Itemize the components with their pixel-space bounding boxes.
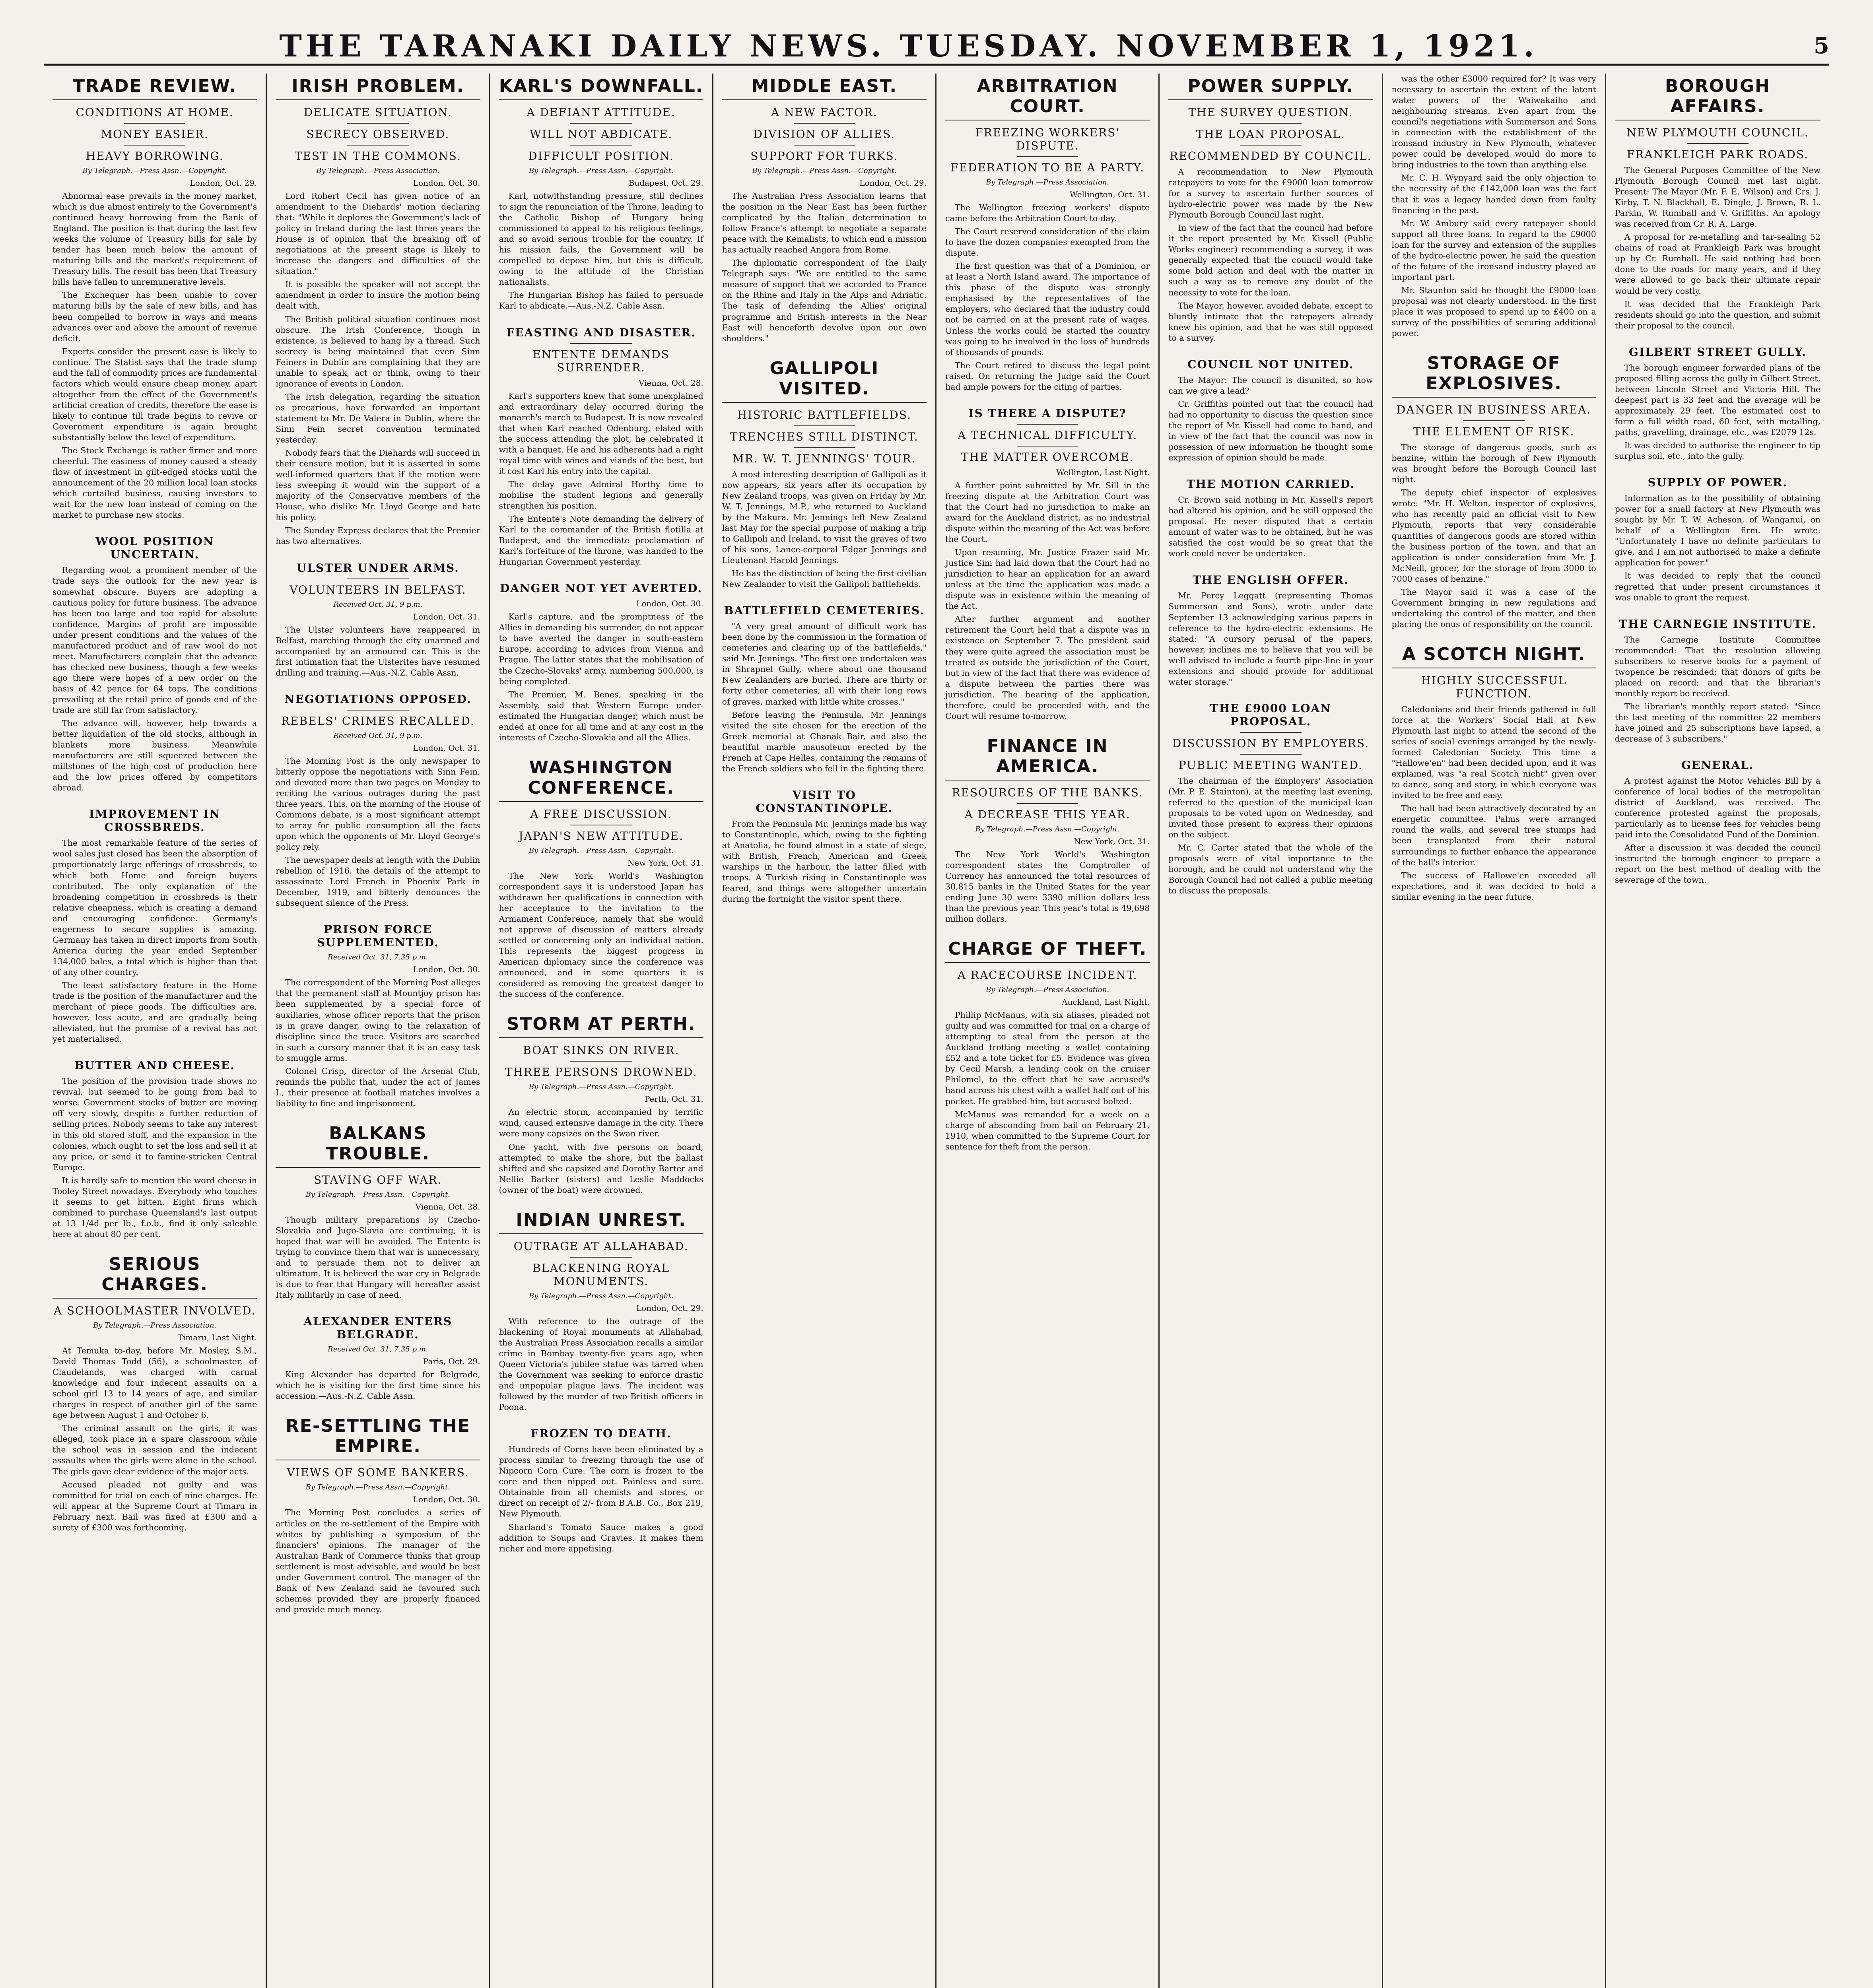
article-headline: CHARGE OF THEFT.: [945, 939, 1150, 963]
article-headline: BOROUGH AFFAIRS.: [1615, 76, 1821, 120]
article-headline: STORAGE OF EXPLOSIVES.: [1392, 353, 1596, 398]
article: [499, 757, 703, 1000]
article-paragraph: One yacht, with five persons on board, attempted to make the shore, but the ballast shifted and she capsized and Dorothy Barter and Nellie Barker (sisters) and Leslie Maddocks (owner of the boat) were drowned.: [499, 1142, 703, 1195]
article-dateline: London, Oct. 30.: [413, 1495, 480, 1505]
article-subhead: SUPPLY OF POWER.: [1648, 476, 1788, 489]
article-dateline: Timaru, Last Night.: [177, 1332, 257, 1342]
article-byline: By Telegraph.—Press Assn.—Copyright.: [752, 167, 897, 175]
article-subhead: A SCHOOLMASTER INVOLVED.: [53, 1304, 256, 1317]
article-subhead: THE MATTER OVERCOME.: [961, 450, 1134, 464]
article-paragraph: A proposal for re-metalling and tar-sealing 52 chains of road at Frankleigh Park was brought up by Cr. Rumball. He said nothing had been done to the roads for many years, and if they were allowed to go back their ultimate repair would be very costly.: [1615, 232, 1821, 296]
subhead-rule: [570, 343, 631, 344]
subhead-rule: [794, 425, 855, 426]
article-byline: By Telegraph.—Press Assn.—Copyright.: [305, 1483, 451, 1492]
article-paragraph: It was decided to reply that the council regretted that under present circumstances it was unable to grant the request.: [1615, 571, 1821, 602]
article-paragraph: From the Peninsula Mr. Jennings made his way to Constantinople, which, owing to the fighting at Anatolia, he found almost in a state of siege, with British, French, American and Greek warships in the harbour, the latter filled with troops. A Turkish rising in Constantinople was feared, and things were altogether uncertain during the fortnight the visitor spent there.: [722, 819, 927, 904]
article-subhead: A DEFIANT ATTITUDE.: [527, 106, 676, 119]
article-paragraph: Mr. C. H. Wynyard said the only objection to the necessity of the £142,000 loan was the fact that it was a legacy handed down from faulty financing in the past.: [1391, 173, 1596, 215]
article-paragraph: Phillip McManus, with six aliases, pleaded not guilty and was committed for trial on a charge of attempting to steal from the person at the Auckland trotting meeting a wallet containing £52 and a tote ticket for £5. Evidence was given by Cecil Marsh, a lending cook on the cruiser Philomel, to the effect that he saw accused's hand across his chest with a wallet half out of his pocket. He grabbed him, but accused bolted.: [945, 1010, 1150, 1106]
article: [1615, 759, 1821, 885]
article-paragraph: With reference to the outrage of the blackening of Royal monuments at Allahabad, the Australian Press Association recalls a similar crime in Bombay twenty-five years ago, when Queen Victoria's jubilee statue was tarred when the Government was seeking to enforce drastic and unpopular plague laws. The incident was followed by the murder of two British officers in Poona.: [499, 1316, 703, 1412]
article-paragraph: The Hungarian Bishop has failed to persuade Karl to abdicate.—Aus.-N.Z. Cable Assn.: [499, 290, 703, 311]
article-subhead: BATTLEFIELD CEMETERIES.: [724, 604, 925, 617]
article-paragraph: The Mayor: The council is disunited, so how can we give a lead?: [1168, 375, 1373, 396]
page-number: 5: [1814, 33, 1829, 59]
article-dateline: Perth, Oct. 31.: [645, 1094, 703, 1104]
article-subhead: THE CARNEGIE INSTITUTE.: [1619, 617, 1817, 631]
article-byline: Received Oct. 31, 9 p.m.: [333, 600, 423, 609]
column-2: [267, 74, 490, 1988]
article-subhead: DELICATE SITUATION.: [303, 106, 453, 119]
article: [499, 1210, 703, 1413]
column-3: [490, 74, 713, 1988]
subhead-rule: [1687, 143, 1749, 144]
article-paragraph: It is possible the speaker will not accept the amendment in order to insure the motion being dealt with.: [276, 280, 480, 311]
article-paragraph: Regarding wool, a prominent member of the trade says the outlook for the new year is somewhat obscure. Buyers are adopting a cautious policy for future business. The advance has been too large and too rapid for absolute confidence. Margins of profit are impossible under present conditions and the values of the manufactured product and of raw wool do not meet. Manufacturers complain that the advance has checked new business, though a few weeks ago there were hopes of a new order on the basis of 42 pence for 64 tops. The conditions prevailing at the retail price of goods end of the trade are still far from satisfactory.: [52, 565, 257, 715]
article-dateline: Vienna, Oct. 28.: [638, 378, 703, 388]
article-subhead: COUNCIL NOT UNITED.: [1187, 357, 1354, 371]
article-paragraph: The Wellington freezing workers' dispute came before the Arbitration Court to-day.: [945, 203, 1150, 223]
article-paragraph: Colonel Crisp, director of the Arsenal Club, reminds the public that, under the act of James I., their presence at football matches involves a liability to fine and imprisonment.: [276, 1066, 480, 1108]
article-subhead: BUTTER AND CHEESE.: [74, 1059, 235, 1072]
masthead: [44, 28, 1829, 66]
article-paragraph: The Sunday Express declares that the Premier has two alternatives.: [276, 526, 480, 546]
article-paragraph: The General Purposes Committee of the New Plymouth Borough Council met last night. Present: The Mayor (Mr. F. E. Wilson) and Crs. J. Kirby, T. N. Blackhall, E. Dingle, J. Brown, R. L. Parkin, W. Rumball and V. Griffiths. An apology was received from Cr. R. A. Large.: [1615, 165, 1821, 229]
article-paragraph: Mr. Staunton said he thought the £9000 loan proposal was not clearly understood. In the first place it was proposed to spend up to £400 on a survey of the possibilities of securing additional power.: [1391, 285, 1596, 338]
article-subhead: HEAVY BORROWING.: [85, 149, 224, 163]
article-paragraph: Abnormal ease prevails in the money market, which is due almost entirely to the Government's continued heavy borrowing from the Bank of England. The position is that during the last few weeks the volume of Treasury bills for sale by tender has been much below the amount of maturing bills and the market's requirement of Treasury bills. The result has been that Treasury bills have fallen to unremunerative levels.: [52, 191, 257, 287]
article-subhead: VOLUNTEERS IN BELFAST.: [289, 583, 466, 596]
article-paragraph: The Irish delegation, regarding the situation as precarious, have forwarded an important statement to Mr. De Valera in Dublin, where the Sinn Fein secret convention terminated yesterday.: [276, 392, 480, 445]
article-subhead: WILL NOT ABDICATE.: [529, 128, 673, 141]
article-paragraph: The delay gave Admiral Horthy time to mobilise the student legions and generally strengthen his position.: [499, 479, 703, 511]
article-paragraph: Information as to the possibility of obtaining power for a small factory at New Plymouth was sought by Mr. T. W. Acheson, of Wanganui, on behalf of a Wellington firm. He wrote: "Unfortunately I have no definite particulars to give, and I am not authorised to make a definite application for power.": [1615, 493, 1821, 568]
article-paragraph: The Court retired to discuss the legal point raised. On returning the Judge said the Court had ample powers for the citing of parties.: [945, 360, 1150, 392]
article-subhead: HIGHLY SUCCESSFUL FUNCTION.: [1421, 674, 1567, 700]
article-paragraph: The correspondent of the Morning Post alleges that the permanent staff at Mountjoy prison has been supplemented by a special force of auxiliaries, whose officer reports that the prison is in grave danger, owing to the relaxation of discipline since the truce. Visitors are searched in such a cursory manner that it is an easy task to smuggle arms.: [276, 978, 480, 1063]
column-1: [44, 74, 267, 1988]
subhead-rule: [124, 145, 185, 146]
subhead-rule: [794, 145, 855, 146]
article-paragraph: The criminal assault on the girls, it was alleged, took place in a spare classroom while the school was in session and the indecent assaults when the girls were alone in the school. The girls gave clear evidence of the major acts.: [52, 1423, 257, 1476]
article: [276, 1123, 480, 1301]
article: [1392, 353, 1596, 630]
article-dateline: London, Oct. 30.: [636, 599, 703, 609]
article-subhead: THE ELEMENT OF RISK.: [1413, 425, 1575, 439]
article-subhead: DANGER NOT YET AVERTED.: [500, 582, 703, 595]
article-paragraph: In view of the fact that the council had before it the report presented by Mr. Kissell (Public Works engineer) recommending a survey, it was generally expected that the council would take some bold action and deal with the matter in such a way as to remove any doubt of the necessity to vote for the loan.: [1168, 223, 1373, 297]
article-byline: By Telegraph.—Press Association.: [986, 178, 1109, 186]
article-paragraph: The first question was that of a Dominion, or at least a North Island award. The importance of this phase of the dispute was strongly emphasised by the representatives of the employers, who declared that the industry could not be carried on at the present rate of wages. Unless the works could be started the country was going to be involved in the loss of hundreds of thousands of pounds.: [945, 261, 1150, 357]
article: [945, 407, 1150, 722]
article-paragraph: McManus was remanded for a week on a charge of absconding from bail on February 21, 1910, when committed to the Supreme Court for sentence for theft from the person.: [945, 1109, 1150, 1151]
article-paragraph: The least satisfactory feature in the Home trade is the position of the manufacturer and the merchant of piece goods. The difficulties are, however, less acute, and are gradually being alleviated, but the promise of a revival has not yet materialised.: [52, 980, 257, 1044]
article-subhead: THE SURVEY QUESTION.: [1188, 106, 1353, 119]
article: [499, 76, 703, 312]
article-paragraph: Cr. Griffiths pointed out that the council had had no opportunity to discuss the question since the report of Mr. Kissell had come to hand, and in view of the fact that the council was now in possession of new information he thought some expression of opinion should be made.: [1168, 399, 1373, 463]
article-paragraph: A protest against the Motor Vehicles Bill by a conference of local bodies of the metropolitan district of Auckland, was received. The conference protested against the proposals, particularly as to license fees for vehicles being paid into the Consolidated Fund of the Dominion.: [1615, 776, 1821, 840]
article: [499, 1427, 703, 1554]
article-headline: STORM AT PERTH.: [499, 1014, 703, 1038]
article-subhead: TEST IN THE COMMONS.: [294, 149, 461, 163]
article-subhead: CONDITIONS AT HOME.: [76, 106, 234, 119]
article-paragraph: After a discussion it was decided the council instructed the borough engineer to prepare a report on the best method of dealing with the sewerage of the town.: [1615, 843, 1821, 885]
article: [276, 693, 480, 909]
article: [722, 604, 927, 774]
article-subhead: BOAT SINKS ON RIVER.: [523, 1044, 680, 1057]
article-paragraph: The deputy chief inspector of explosives wrote: "Mr. H. Welton, inspector of explosives, who has recently paid an official visit to New Plymouth, reports that very considerable quantities of dangerous goods are stored within the business portion of the town, and that an application is under consideration from Mr. J. McNeill, grocer, for the storage of from 3000 to 7000 cases of benzine.": [1391, 488, 1596, 584]
article-paragraph: Experts consider the present ease is likely to continue. The Statist says that the trade slump and the fall of commodity prices are fundamental factors which would ensure cheap money, apart altogether from the effect of the Government's artificial creation of credits, therefore the ease is likely to continue till trade begins to revive or Government expenditure is again brought substantially below the level of expenditure.: [52, 346, 257, 443]
article-subhead: PRISON FORCE SUPPLEMENTED.: [317, 923, 439, 949]
article: [722, 788, 927, 905]
article-paragraph: Hundreds of Corns have been eliminated by a process similar to freezing through the use of Nipcorn Corn Cure. The corn is frozen to the core and then nipped out. Painless and sure. Obtainable from all chemists and stores, or direct on receipt of 2/- from B.A.B. Co., Box 219, New Plymouth.: [499, 1444, 703, 1519]
article-paragraph: Nobody fears that the Diehards will succeed in their censure motion, but it is asserted in some well-informed quarters that if the motion were less sweeping it would win the support of a majority of the Conservative members of the House, who dislike Mr. Lloyd George and hate his policy.: [276, 448, 480, 522]
article-paragraph: The New York World's Washington correspondent states the Comptroller of Currency has announced the total resources of 30,815 banks in the United States for the year ending June 30 were 3390 million dollars less than the previous year. This year's total is 49,698 million dollars.: [945, 849, 1150, 924]
article-paragraph: A recommendation to New Plymouth ratepayers to vote for the £9000 loan tomorrow for a survey to ascertain further sources of hydro-electric power was made by the New Plymouth Borough Council last night.: [1168, 167, 1373, 220]
article-subhead: DIFFICULT POSITION.: [528, 149, 674, 163]
article-subhead: OUTRAGE AT ALLAHABAD.: [513, 1239, 689, 1253]
article-dateline: Vienna, Oct. 28.: [415, 1202, 480, 1211]
article: [1392, 74, 1596, 339]
article-paragraph: King Alexander has departed for Belgrade, which he is visiting for the first time since his accession.—Aus.-N.Z. Cable Assn.: [276, 1370, 480, 1401]
article-subhead: DANGER IN BUSINESS AREA.: [1396, 403, 1591, 417]
article-paragraph: The Mayor said it was a case of the Government bringing in new regulations and undertaking the control of the matter, and then placing the onus of responsibility on the council.: [1391, 587, 1596, 629]
article-headline: MIDDLE EAST.: [722, 76, 927, 100]
article-headline: A SCOTCH NIGHT.: [1392, 644, 1596, 668]
column-4: [713, 74, 936, 1988]
article-paragraph: The advance will, however, help towards a better liquidation of the old stocks, although in blankets more business. Meanwhile manufacturers are still squeezed between the millstones of the high cost of production here and the low prices offered by competitors abroad.: [52, 718, 257, 793]
article-subhead: VISIT TO CONSTANTINOPLE.: [756, 788, 893, 815]
article-subhead: A RACECOURSE INCIDENT.: [957, 969, 1138, 982]
article-paragraph: Caledonians and their friends gathered in full force at the Workers' Social Hall at New Plymouth last night to attend the second of the series of social evenings arranged by the newly-formed Caledonian Society. This time a "Hallowe'en" had been decided upon, and it was explained, was "a real Scotch nicht" given over to dance, song and story, in which everyone was invited to be free and easy.: [1391, 704, 1596, 800]
subhead-rule: [570, 123, 631, 124]
article-paragraph: It was decided that the Frankleigh Park residents should go into the question, and submit their proposal to the council.: [1615, 299, 1821, 330]
article-byline: By Telegraph.—Press Association.: [93, 1321, 217, 1330]
article-paragraph: Sharland's Tomato Sauce makes a good addition to Soups and Gravies. It makes them richer and more appetising.: [499, 1522, 703, 1553]
article-paragraph: The diplomatic correspondent of the Daily Telegraph says: "We are entitled to the same measure of support that we accorded to France on the Rhine and Italy in the Alps and Adriatic. The task of defending the Allies' original programme and British interests in the Near East will henceforth devolve upon our own shoulders.": [722, 258, 927, 343]
article-paragraph: A further point submitted by Mr. Sill in the freezing dispute at the Arbitration Court was that the Court had no jurisdiction to make an award for the Auckland district, as no industrial dispute within the meaning of the Act was before the Court.: [945, 480, 1150, 544]
article: [499, 1014, 703, 1195]
article-byline: By Telegraph.—Press Assn.—Copyright.: [528, 1291, 674, 1300]
article-dateline: London, Oct. 30.: [413, 178, 480, 188]
article-dateline: Wellington, Last Night.: [1056, 467, 1150, 477]
article-headline: KARL'S DOWNFALL.: [499, 76, 703, 100]
article: [1168, 573, 1373, 687]
article-paragraph: Mr. W. Ambury said every ratepayer should support all three loans. In regard to the £9000 loan for the survey and extension of the supplies of the hydro-electric power, he said the question of the future of the ironsand industry played an important part.: [1391, 218, 1596, 282]
article-subhead: BLACKENING ROYAL MONUMENTS.: [532, 1261, 670, 1288]
article: [1615, 76, 1821, 331]
article-dateline: London, Oct. 31.: [413, 612, 480, 621]
article-headline: GALLIPOLI VISITED.: [722, 358, 927, 403]
article-subhead: ULSTER UNDER ARMS.: [296, 561, 459, 575]
article-subhead: RECOMMENDED BY COUNCIL.: [1170, 149, 1372, 163]
article-paragraph: Karl's supporters knew that some unexplained and extraordinary delay occurred during the monarch's march to Budapest. It is now revealed that when Karl reached Odenburg, elated with the success attending the plot, he celebrated it with a banquet. He and his adherents had a right royal time with wines and viands of the best, but it cost Karl his entry into the capital.: [499, 391, 703, 476]
article-paragraph: The chairman of the Employers' Association (Mr. P. E. Stainton), at the meeting last evening, referred to the question of the municipal loan proposals to be voted upon on Wednesday, and invited those present to express their opinions on the subject.: [1168, 776, 1373, 840]
subhead-rule: [1463, 420, 1524, 421]
article-subhead: GILBERT STREET GULLY.: [1629, 345, 1807, 359]
article: [1168, 478, 1373, 559]
article-paragraph: The position of the provision trade shows no revival, but seemed to be going from bad to worse. Government stocks of butter are moving off very slowly, despite a further reduction of selling prices. Nobody seems to take any interest in this old stored stuff, and the expansion in the colonies, which ought to set the loss and sell it at any price, or send it to famine-stricken Central Europe.: [52, 1076, 257, 1172]
article-paragraph: The Australian Press Association learns that the position in the Near East has been further complicated by the Italian determination to follow France's attempt to negotiate a separate peace with the Kemalists, to which end a mission has actually reached Angora from Rome.: [722, 191, 927, 255]
subhead-rule: [1240, 754, 1301, 755]
article: [1615, 617, 1821, 744]
article-byline: By Telegraph.—Press Assn.—Copyright.: [528, 846, 674, 855]
subhead-rule: [570, 1257, 631, 1258]
article-subhead: A FREE DISCUSSION.: [530, 807, 672, 821]
article: [52, 808, 257, 1044]
article-paragraph: It is hardly safe to mention the word cheese in Tooley Street nowadays. Everybody who touches it seems to get bitten. Eight firms which combined to purchase Queensland's last output at 13 1/4d per lb., f.o.b., find it only saleable here at about 80 per cent.: [52, 1175, 257, 1239]
article-headline: POWER SUPPLY.: [1168, 76, 1373, 100]
article: [499, 582, 703, 743]
article-dateline: London, Oct. 30.: [413, 965, 480, 975]
article-paragraph: An electric storm, accompanied by terrific wind, caused extensive damage in the city. There were many capsizes on the Swan river.: [499, 1107, 703, 1139]
article-headline: RE-SETTLING THE EMPIRE.: [276, 1416, 480, 1460]
article: [499, 326, 703, 568]
article: [945, 736, 1150, 924]
article-dateline: New York, Oct. 31.: [627, 858, 703, 868]
article-paragraph: Karl, notwithstanding pressure, still declines to sign the renunciation of the Throne, leading to the Catholic Bishop of Hungary being commissioned to appeal to his religious feelings, and so avoid serious trouble for the country. If his mission fails, the Government will be compelled to depose him, but this is difficult, owing to the attitude of the Christian nationalists.: [499, 191, 703, 287]
article-subhead: A TECHNICAL DIFFICULTY.: [958, 428, 1138, 442]
article-headline: WASHINGTON CONFERENCE.: [499, 757, 703, 802]
article-paragraph: Upon resuming, Mr. Justice Frazer said Mr. Justice Sim had laid down that the Court had no jurisdiction to hear an application for an award unless at the time the application was made a dispute was in existence within the meaning of the Act.: [945, 547, 1150, 611]
article-byline: By Telegraph.—Press Assn.—Copyright.: [528, 1083, 674, 1091]
article-paragraph: The Court reserved consideration of the claim to have the dozen companies exempted from the dispute.: [945, 227, 1150, 258]
article-subhead: TRENCHES STILL DISTINCT.: [730, 430, 919, 443]
article-subhead: A DECREASE THIS YEAR.: [964, 808, 1131, 821]
article-paragraph: Mr. C. Carter stated that the whole of the proposals were of vital importance to the borough, and he could not understand why the Borough Council had not called a public meeting to discuss the proposals.: [1168, 843, 1373, 896]
article: [1168, 76, 1373, 344]
article-dateline: Budapest, Oct. 29.: [628, 178, 703, 188]
article-paragraph: Before leaving the Peninsula, Mr. Jennings visited the site chosen for the erection of the Greek memorial at Chanak Bair, and also the beautiful marble mausoleum erected by the French at Cape Helles, containing the remains of the French soldiers who fell in the fighting there.: [722, 710, 927, 773]
subhead-rule: [1017, 803, 1078, 804]
article-subhead: THE LOAN PROPOSAL.: [1196, 128, 1345, 141]
article-paragraph: The Stock Exchange is rather firmer and more cheerful. The easiness of money caused a steady flow of investment in gilt-edged stocks until the announcement of the 20 million local loan stocks which curtailed business, causing investors to wait for the new loan instead of coming on the market to purchase new stocks.: [52, 446, 257, 520]
article-paragraph: The newspaper deals at length with the Dublin rebellion of 1916, the details of the attempt to assassinate Lord French in Phoenix Park in December, 1919, and bitterly denounces the subsequent silence of the Press.: [276, 855, 480, 908]
article-subhead: IS THERE A DISPUTE?: [968, 406, 1127, 420]
article-dateline: New York, Oct. 31.: [1074, 836, 1150, 846]
article: [52, 535, 257, 793]
article-paragraph: Mr. Percy Leggatt (representing Thomas Summerson and Sons), wrote under date September 13 acknowledging various papers in reference to the hydro-electric extensions. He stated: "A cursory perusal of the papers, however, inclines me to believe that you will be well advised to include a fourth pipe-line in your extensions and should provide for additional water storage.": [1168, 591, 1373, 687]
article-byline: By Telegraph.—Press Assn.—Copyright.: [528, 167, 674, 175]
article-paragraph: was the other £3000 required for? It was very necessary to ascertain the extent of the latent water powers of the Waiwakaiho and neighbouring streams. Even apart from the council's negotiations with Summerson and Sons in connection with the establishment of the ironsand industry in New Plymouth, whatever power could be developed would do more to bring industries to the town than anything else.: [1391, 74, 1596, 170]
article-paragraph: The Entente's Note demanding the delivery of Karl to the commander of the British flotilla at Budapest, and the immediate proclamation of Karl's forfeiture of the throne, was handed to the Hungarian Government yesterday.: [499, 514, 703, 567]
article-paragraph: The New York World's Washington correspondent says it is understood Japan has withdrawn her qualifications in connection with her acceptance to the invitation to the Armament Conference, namely that she would not approve of discussion of matters already settled or concerning only an individual nation. This represents the biggest progress in American diplomacy since the conference was announced, and in some quarters it is considered as removing the greatest danger to the success of the conference.: [499, 871, 703, 999]
subhead-rule: [1017, 446, 1078, 447]
article-paragraph: It was decided to authorise the engineer to tip surplus soil, etc., into the gully.: [1615, 441, 1821, 461]
article: [722, 76, 927, 344]
article-dateline: Auckland, Last Night.: [1062, 997, 1150, 1007]
article-byline: Received Oct. 31, 7.35 p.m.: [328, 1345, 428, 1354]
article-paragraph: The success of Hallowe'en exceeded all expectations, and it was decided to hold a similar evening in the near future.: [1391, 870, 1596, 902]
article: [945, 76, 1150, 392]
article: [52, 1059, 257, 1240]
article-paragraph: Cr. Brown said nothing in Mr. Kissell's report had altered his opinion, and he still opposed the proposal. He never disputed that a certain amount of water was to be obtained, but he was satisfied the cost would be so great that the work could never be undertaken.: [1168, 495, 1373, 559]
article-byline: By Telegraph.—Press Association.: [986, 986, 1109, 994]
article-paragraph: The librarian's monthly report stated: "Since the last meeting of the committee 22 members have joined and 25 subscriptions have lapsed, a decrease of 3 subscribers.": [1615, 701, 1821, 744]
article-subhead: MR. W. T. JENNINGS' TOUR.: [732, 452, 916, 465]
article-subhead: NEGOTIATIONS OPPOSED.: [284, 692, 472, 706]
subhead-rule: [1240, 732, 1301, 733]
article-byline: By Telegraph.—Press Assn.—Copyright.: [82, 167, 227, 175]
subhead-rule: [347, 710, 408, 711]
article-subhead: VIEWS OF SOME BANKERS.: [286, 1466, 469, 1479]
article: [1615, 346, 1821, 462]
article-subhead: RESOURCES OF THE BANKS.: [952, 786, 1143, 799]
article: [945, 939, 1150, 1152]
article-subhead: IMPROVEMENT IN CROSSBREDS.: [89, 808, 221, 834]
article-paragraph: The Morning Post is the only newspaper to bitterly oppose the negotiations with Sinn Fein, and devoted more than two pages on Monday to reciting the various outrages during the past three years. This, on the morning of the House of Commons debate, is a most significant attempt to array for public consumption all the facts upon which the opponents of Mr. Lloyd George's policy rely.: [276, 756, 480, 852]
article-paragraph: Lord Robert Cecil has given notice of an amendment to the Diehards' motion declaring that: "While it deplores the Government's lack of policy in Ireland during the last three years the House is of opinion that the breaking off of negotiations at the present stage is likely to increase the dangers and difficulties of the situation.": [276, 191, 480, 276]
article-subhead: THE £9000 LOAN PROPOSAL.: [1210, 701, 1331, 728]
article-paragraph: The Mayor, however, avoided debate, except to bluntly intimate that the ratepayers already knew his opinion, and that he was still opposed to a survey.: [1168, 301, 1373, 343]
article-dateline: London, Oct. 29.: [859, 178, 927, 188]
article-headline: INDIAN UNREST.: [499, 1210, 703, 1234]
article: [1615, 476, 1821, 603]
article-paragraph: The borough engineer forwarded plans of the proposed filling across the gully in Gilbert Street, between Lincoln Street and Victoria Hill. The deepest part is 33 feet and the average will be approximately 29 feet. The estimated cost to form a full width road, 60 feet, with metalling, paths, gravelling, drainage, etc., was £2079 12s.: [1615, 363, 1821, 437]
article-headline: BALKANS TROUBLE.: [276, 1123, 480, 1168]
article-subhead: FRANKLEIGH PARK ROADS.: [1626, 148, 1809, 161]
article-headline: ARBITRATION COURT.: [945, 76, 1150, 120]
article: [52, 1254, 257, 1533]
article: [1168, 702, 1373, 897]
article-subhead: MONEY EASIER.: [101, 128, 209, 141]
subhead-rule: [124, 123, 185, 124]
article-dateline: Paris, Oct. 29.: [423, 1357, 480, 1367]
article: [276, 1315, 480, 1402]
subhead-rule: [794, 123, 855, 124]
article-paragraph: Accused pleaded not guilty and was committed for trial on each of nine charges. He will appear at the Supreme Court at Timaru in February next. Bail was fixed at £300 and a surety of £300 was forthcoming.: [52, 1479, 257, 1532]
article-subhead: JAPAN'S NEW ATTITUDE.: [519, 829, 684, 843]
article-paragraph: Karl's capture, and the promptness of the Allies in demanding his surrender, do not appear to have averted the danger in south-eastern Europe, according to advices from Vienna and Prague. The latter states that the mobilisation of the Czecho-Slovaks' army, numbering 500,000, is being completed.: [499, 612, 703, 686]
article-byline: By Telegraph.—Press Association.: [316, 167, 440, 175]
article-paragraph: "A very great amount of difficult work has been done by the commission in the formation of cemeteries and clearing up of the battlefields," said Mr. Jennings. "The first one undertaken was in Shrapnel Gully, where about one thousand New Zealanders are buried. There are thirty or forty other cemeteries, all with their long rows of graves, marked with little white crosses.": [722, 621, 927, 707]
column-5: [936, 74, 1160, 1988]
article-paragraph: The Carnegie Institute Committee recommended: That the resolution allowing subscribers to reserve books for a payment of twopence be rescinded; that donors of gifts be placed on record; and that the librarian's monthly report be received.: [1615, 635, 1821, 698]
article-subhead: FEASTING AND DISASTER.: [506, 326, 696, 339]
article-subhead: HISTORIC BATTLEFIELDS.: [737, 408, 911, 421]
article-subhead: DIVISION OF ALLIES.: [753, 128, 896, 141]
article-headline: TRADE REVIEW.: [52, 76, 257, 100]
article-subhead: A NEW FACTOR.: [771, 106, 878, 119]
article-paragraph: The Morning Post concludes a series of articles on the re-settlement of the Empire with whites by publishing a symposium of the financiers' opinions. The manager of the Australian Bank of Commerce thinks that group settlement is most advisable, and would be best under Government control. The manager of the Bank of New Zealand said he favoured such schemes provided they are properly financed and provide much money.: [276, 1508, 480, 1614]
article-byline: By Telegraph.—Press Assn.—Copyright.: [305, 1190, 451, 1199]
masthead-title: THE TARANAKI DAILY NEWS. TUESDAY. NOVEMBER 1, 1921.: [279, 28, 1538, 64]
subhead-rule: [347, 145, 408, 146]
article-dateline: London, Oct. 29.: [190, 178, 257, 188]
article-subhead: FREEZING WORKERS' DISPUTE.: [975, 126, 1120, 152]
column-8: [1606, 74, 1829, 1988]
article-paragraph: At Temuka to-day, before Mr. Mosley, S.M., David Thomas Todd (56), a schoolmaster, of Claudelands, was charged with carnal knowledge and four indecent assaults on a school girl 13 to 14 years of age, and similar charges in respect of another girl of the same age between August 1 and October 6.: [52, 1345, 257, 1420]
article-paragraph: A most interesting description of Gallipoli as it now appears, six years after its occupation by New Zealand troops, was given on Friday by Mr. W. T. Jennings, M.P., who returned to Auckland by the Makura. Mr. Jennings left New Zealand last May for the special purpose of making a trip to Gallipoli and Ireland, to visit the graves of two of his sons, Lance-corporal Edgar Jennings and Lieutenant Harold Jennings.: [722, 469, 927, 565]
article-subhead: THE ENGLISH OFFER.: [1192, 573, 1349, 587]
column-area: [44, 74, 1829, 1988]
article-paragraph: The most remarkable feature of the series of wool sales just closed has been the absorption of proportionately large offerings of crossbreds, to which both Home and foreign buyers contributed. The only explanation of the broadening competition in crossbreds is their relative cheapness, which is creating a demand and encouraging confidence. Germany's eagerness to secure supplies is amazing. Germany has taken in direct imports from South America during the year ended September 134,000 bales, a total which is higher than that of any other country.: [52, 838, 257, 977]
article-paragraph: The British political situation continues most obscure. The Irish Conference, though in existence, is believed to hang by a thread. Such secrecy is being maintained that even Sinn Feiners in Dublin are complaining that they are unable to speak, act or think, owing to their ignorance of events in London.: [276, 314, 480, 388]
article-byline: By Telegraph.—Press Assn.—Copyright.: [975, 825, 1120, 833]
article-paragraph: The hall had been attractively decorated by an energetic committee. Palms were arranged round the walls, and several tree stumps had been transplanted from their natural surroundings to further enhance the appearance of the hall's interior.: [1391, 804, 1596, 867]
article-byline: Received Oct. 31, 7.35 p.m.: [328, 953, 428, 962]
article: [52, 76, 257, 520]
subhead-rule: [1240, 123, 1301, 124]
subhead-rule: [794, 447, 855, 448]
article: [276, 1416, 480, 1615]
subhead-rule: [570, 1061, 631, 1062]
article-subhead: REBELS' CRIMES RECALLED.: [281, 714, 475, 728]
subhead-rule: [1240, 145, 1301, 146]
subhead-rule: [1017, 156, 1078, 157]
article-subhead: PUBLIC MEETING WANTED.: [1178, 758, 1363, 772]
article-subhead: SUPPORT FOR TURKS.: [750, 149, 898, 163]
article-dateline: London, Oct. 31.: [413, 743, 480, 753]
column-7: [1383, 74, 1606, 1988]
article-paragraph: Though military preparations by Czecho-Slovakia and Jugo-Slavia are continuing, it is hoped that war will be avoided. The Entente is trying to convince them that war is unnecessary, and to persuade them not to deliver an ultimatum. It is believed the war cry in Belgrade is due to fear that Hungary will hereafter assist Italy militarily in case of need.: [276, 1215, 480, 1300]
article-subhead: NEW PLYMOUTH COUNCIL.: [1626, 126, 1809, 139]
article-subhead: THE MOTION CARRIED.: [1186, 478, 1355, 491]
article-paragraph: He has the distinction of being the first civilian New Zealander to visit the Gallipoli battlefields.: [722, 569, 927, 589]
column-6: [1160, 74, 1383, 1988]
article-subhead: DISCUSSION BY EMPLOYERS.: [1172, 736, 1369, 750]
article-subhead: WOOL POSITION UNCERTAIN.: [95, 535, 214, 561]
article: [722, 358, 927, 590]
subhead-rule: [347, 123, 408, 124]
article-subhead: THREE PERSONS DROWNED.: [505, 1066, 698, 1079]
article-dateline: Wellington, Oct. 31.: [1069, 190, 1150, 199]
article-subhead: STAVING OFF WAR.: [314, 1173, 442, 1186]
article: [276, 561, 480, 678]
article-subhead: ALEXANDER ENTERS BELGRADE.: [303, 1315, 453, 1342]
article-headline: FINANCE IN AMERICA.: [945, 736, 1150, 780]
article-subhead: FEDERATION TO BE A PARTY.: [950, 161, 1144, 174]
article-paragraph: The storage of dangerous goods, such as benzine, within the borough of New Plymouth was brought before the Borough Council last night.: [1391, 443, 1596, 485]
article-subhead: SECRECY OBSERVED.: [306, 128, 450, 141]
subhead-rule: [570, 145, 631, 146]
article-headline: IRISH PROBLEM.: [276, 76, 480, 100]
article: [1392, 644, 1596, 903]
article-subhead: GENERAL.: [1681, 759, 1754, 772]
article-byline: Received Oct. 31, 9 p.m.: [333, 731, 423, 740]
article-paragraph: The Premier, M. Benes, speaking in the Assembly, said that Western Europe under-estimated the Hungarian danger, which must be ended at once for all time and at any cost in the interests of Czecho-Slovakia and all the Allies.: [499, 689, 703, 742]
article: [276, 923, 480, 1109]
article: [1168, 358, 1373, 463]
article-paragraph: After further argument and another retirement the Court held that a dispute was in existence on September 7. The president said they were quite agreed the association must be treated as outside the jurisdiction of the Court, but in view of the fact that there was evidence of a dispute between the parties there was jurisdiction. The hearing of the application, therefore, could be proceeded with, and the Court will resume to-morrow.: [945, 614, 1150, 721]
article-paragraph: The Ulster volunteers have reappeared in Belfast, marching through the city unarmed and accompanied by an armoured car. This is the first intimation that the Ulsterites have resumed drilling and training.—Aus.-N.Z. Cable Assn.: [276, 625, 480, 678]
article-subhead: ENTENTE DEMANDS SURRENDER.: [532, 348, 670, 374]
article: [276, 76, 480, 547]
article-subhead: FROZEN TO DEATH.: [530, 1427, 672, 1441]
article-paragraph: The Exchequer has been unable to cover maturing bills by the sale of new bills, and has been compelled to borrow in ways and means advances over and above the amount of revenue deficit.: [52, 290, 257, 343]
subhead-rule: [1017, 424, 1078, 425]
article-headline: SERIOUS CHARGES.: [52, 1254, 257, 1299]
article-dateline: London, Oct. 29.: [636, 1303, 703, 1313]
